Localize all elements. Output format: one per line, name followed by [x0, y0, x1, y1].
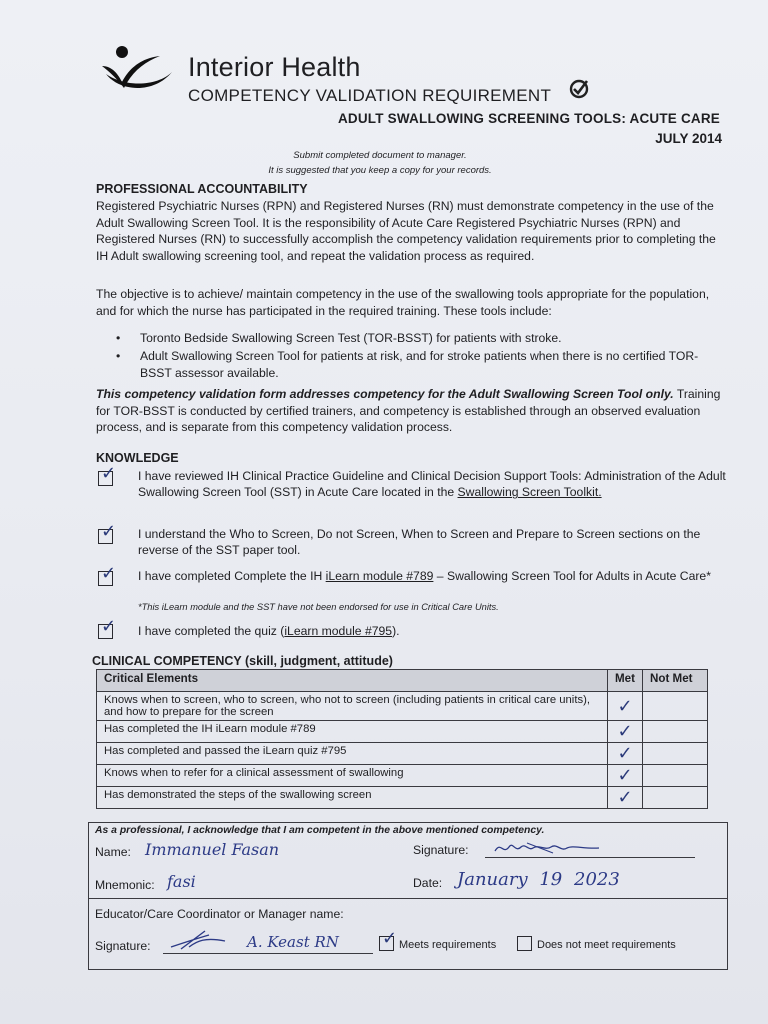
mnemonic-value[interactable]: fasi	[167, 872, 196, 891]
ilearn-789-link[interactable]: iLearn module #789	[325, 569, 434, 583]
mnemonic-label: Mnemonic:	[95, 878, 155, 892]
list-item: • Adult Swallowing Screen Tool for patients at risk, and for stroke patients when there is no certified TOR-BSST assessor available.	[116, 348, 716, 381]
meets-requirements-label: Meets requirements	[399, 939, 497, 951]
name-value[interactable]: Immanuel Fasan	[145, 840, 280, 859]
column-header-not-met: Not Met	[643, 670, 708, 692]
critical-element: Has completed and passed the iLearn quiz #795	[97, 743, 608, 765]
signature-label: Signature:	[413, 843, 469, 857]
check-mark-icon: ✓	[101, 521, 117, 541]
not-met-cell[interactable]	[643, 743, 708, 765]
table-row	[97, 692, 708, 721]
date-label: Date:	[413, 876, 443, 890]
column-header-met: Met	[608, 670, 643, 692]
toolkit-link[interactable]: Swallowing Screen Toolkit.	[457, 485, 602, 500]
document-subtitle: ADULT SWALLOWING SCREENING TOOLS: ACUTE CARE	[337, 111, 720, 126]
check-seal-icon	[568, 78, 590, 100]
clinical-heading: CLINICAL COMPETENCY (skill, judgment, attitude)	[92, 654, 393, 668]
check-mark-icon: ✓	[101, 563, 117, 583]
table-row	[97, 765, 708, 787]
column-header-elements: Critical Elements	[97, 670, 608, 692]
signoff-divider	[89, 898, 727, 899]
submit-note: Submit completed document to manager.	[293, 150, 467, 161]
copy-note: It is suggested that you keep a copy for your records.	[268, 165, 492, 176]
does-not-meet-label: Does not meet requirements	[537, 939, 676, 951]
ilearn-795-link[interactable]: iLearn module #795	[284, 624, 393, 638]
scope-paragraph	[96, 386, 722, 436]
interior-health-logo-icon	[98, 44, 176, 94]
educator-signature-label: Signature:	[95, 939, 151, 953]
critical-care-footnote: *This iLearn module and the SST have not been endorsed for use in Critical Care Units.	[138, 602, 499, 612]
not-met-cell[interactable]	[643, 692, 708, 721]
met-check-icon[interactable]: ✓	[608, 787, 643, 809]
signature-line[interactable]	[485, 857, 695, 858]
date-value[interactable]: January 19 2023	[457, 869, 620, 890]
does-not-meet-checkbox[interactable]	[517, 936, 532, 951]
met-check-icon[interactable]: ✓	[608, 765, 643, 787]
table-row	[97, 721, 708, 743]
knowledge-item-text: – Swallowing Screen Tool for Adults in Acute Care*	[433, 569, 711, 583]
met-check-icon[interactable]: ✓	[608, 692, 643, 721]
tools-list	[116, 330, 716, 383]
handwritten-signature-icon	[493, 839, 603, 857]
educator-signature-line[interactable]	[163, 953, 373, 954]
acknowledgement-text: As a professional, I acknowledge that I am competent in the above mentioned competency.	[95, 825, 545, 836]
educator-signature-value[interactable]: A. Keast RN	[247, 933, 339, 951]
list-item: • Toronto Bedside Swallowing Screen Test (TOR-BSST) for patients with stroke.	[116, 330, 716, 346]
document-title: COMPETENCY VALIDATION REQUIREMENT	[188, 86, 552, 105]
table-row	[97, 787, 708, 809]
check-mark-icon: ✓	[382, 928, 398, 948]
critical-element: Knows when to screen, who to screen, who not to screen (including patients in critical care units), and how to prepare for the screen	[97, 692, 608, 721]
table-row	[97, 743, 708, 765]
accountability-paragraph: Registered Psychiatric Nurses (RPN) and Registered Nurses (RN) must demonstrate competency in the use of the Adult Swallowing Screen Tool. It is the responsibility of Acute Care Registered Psychiatric Nurses (RPN) and Registered Nurses (RN) to successfully accomplish the competency validation requirements prior to completing the IH Adult swallowing screening tool, and repeat the validation process as required.	[96, 199, 716, 263]
knowledge-item-1	[138, 468, 728, 501]
knowledge-item-text: I have completed Complete the IH	[138, 569, 326, 583]
check-mark-icon: ✓	[101, 616, 117, 636]
name-label: Name:	[95, 845, 131, 859]
knowledge-item-3	[138, 568, 728, 584]
accountability-heading: PROFESSIONAL ACCOUNTABILITY	[96, 182, 308, 196]
knowledge-item-text: ).	[392, 624, 400, 638]
table-header-row	[97, 670, 708, 692]
competency-table	[96, 669, 708, 809]
educator-name-label: Educator/Care Coordinator or Manager name:	[95, 907, 344, 921]
educator-signature-scribble-icon	[169, 929, 231, 951]
critical-element: Has demonstrated the steps of the swallowing screen	[97, 787, 608, 809]
knowledge-item-4	[138, 623, 728, 639]
critical-element: Has completed the IH iLearn module #789	[97, 721, 608, 743]
not-met-cell[interactable]	[643, 721, 708, 743]
scope-bold-text: This competency validation form addresses competency for the Adult Swallowing Screen Tool only.	[96, 387, 674, 401]
signoff-box	[88, 822, 728, 970]
objective-paragraph: The objective is to achieve/ maintain competency in the use of the swallowing tools appropriate for the population, and for which the nurse has participated in the required training. These tools include:	[96, 287, 710, 318]
met-check-icon[interactable]: ✓	[608, 721, 643, 743]
org-name: Interior Health	[188, 52, 361, 82]
not-met-cell[interactable]	[643, 765, 708, 787]
knowledge-item-text: I have completed the quiz (	[138, 624, 285, 638]
check-mark-icon: ✓	[101, 463, 117, 483]
knowledge-item-2: I understand the Who to Screen, Do not Screen, When to Screen and Prepare to Screen sections on the reverse of the SST paper tool.	[138, 527, 701, 558]
met-check-icon[interactable]: ✓	[608, 743, 643, 765]
document-date: JULY 2014	[655, 131, 722, 146]
knowledge-item-text: I have reviewed IH Clinical Practice Guideline and Clinical Decision Support Tools: Administration of the Adult Swallowing Screen Tool (SST) in Acute Care located in the	[138, 469, 726, 500]
critical-element: Knows when to refer for a clinical assessment of swallowing	[97, 765, 608, 787]
not-met-cell[interactable]	[643, 787, 708, 809]
knowledge-heading: KNOWLEDGE	[96, 451, 179, 465]
scope-text: Training for TOR-BSST is conducted by certified trainers, and competency is established through an observed evaluation process, and is separate from this competency validation process.	[96, 387, 721, 435]
